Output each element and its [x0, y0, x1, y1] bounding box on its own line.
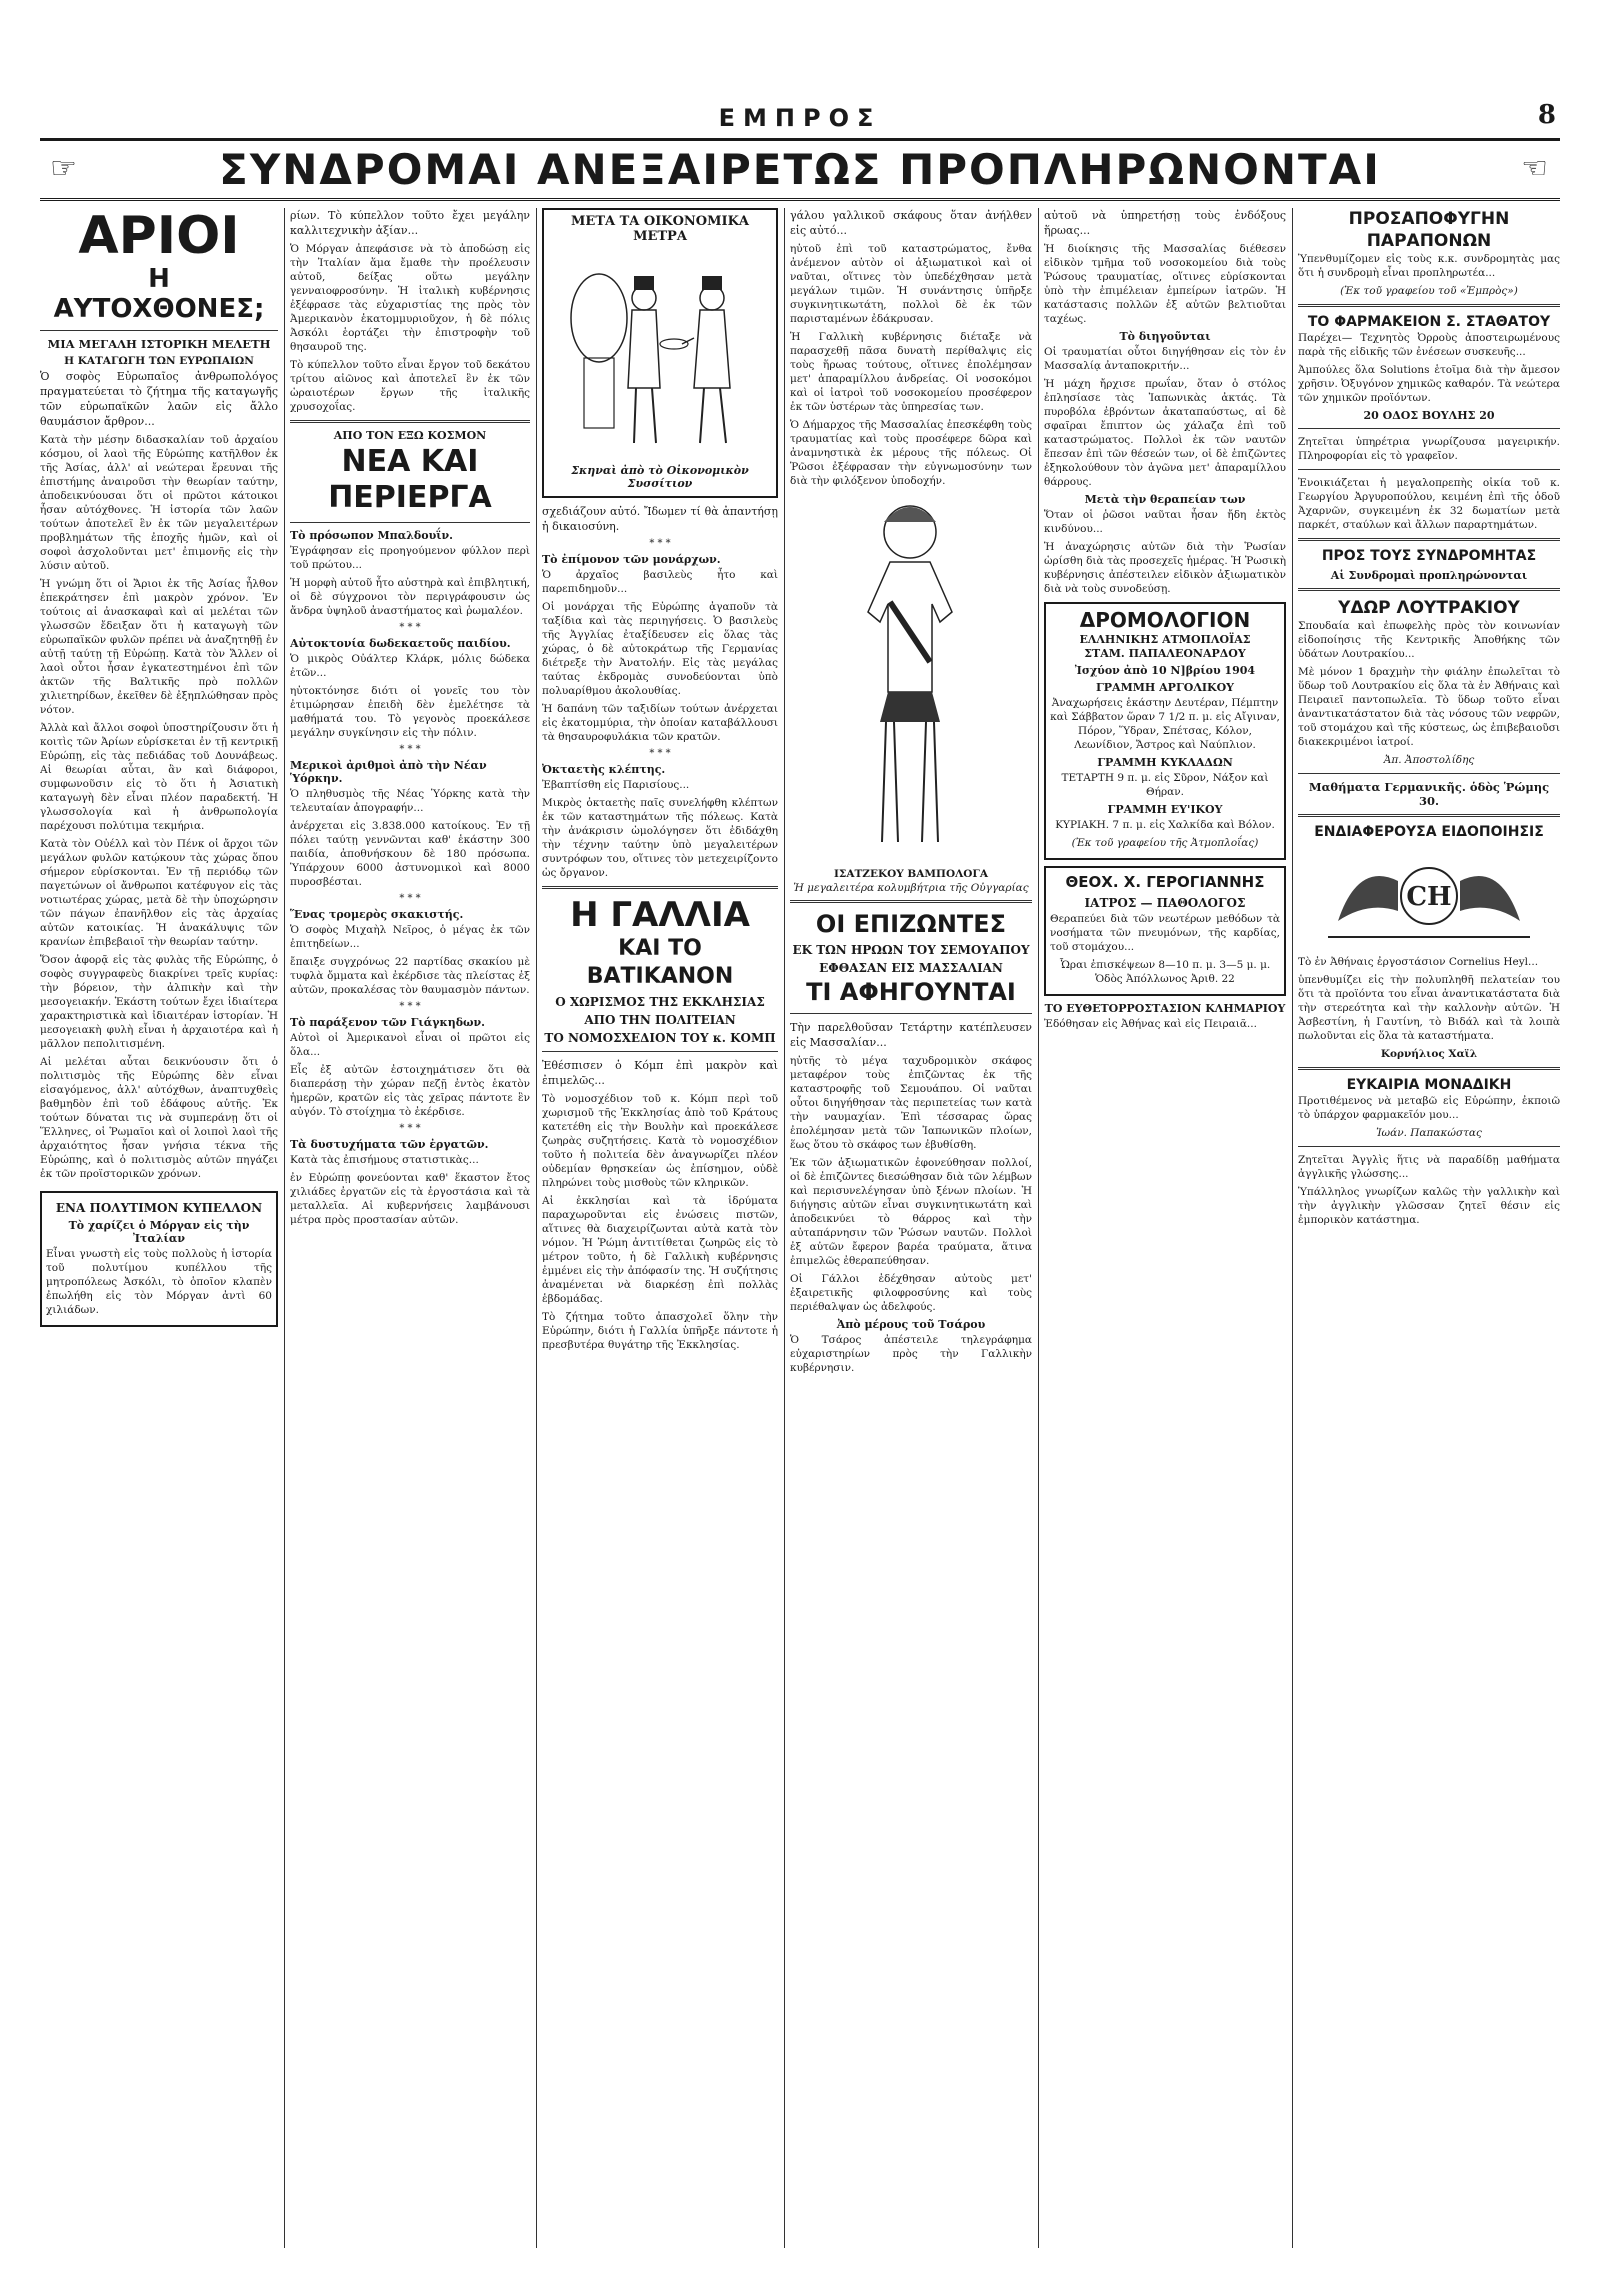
water-title: ΥΔΩΡ ΛΟΥΤΡΑΚΙΟΥ [1338, 598, 1520, 618]
doctor-title: ΙΑΤΡΟΣ — ΠΑΘΟΛΟΓΟΣ [1084, 896, 1246, 910]
article-filler: Ἀλλὰ καὶ ἄλλοι σοφοὶ ὑποστηρίζουσιν ὅτι ἡ κοιτὶς τῶν Ἀρίων εὑρίσκεται ἐν τῇ κεντρικῇ Εὐρώπῃ, εἰς τὰς πεδιάδας τοῦ Δουνάβεως. Αἱ θεωρίαι αὗται, ἂν καὶ διάφοροι, συμφωνοῦσιν εἰς τὸ ὅτι ἡ Ἀσιατικὴ καταγωγὴ δὲν εἶναι πλέον παραδεκτή. Ἡ γλωσσολογία καὶ ἡ ἀνθρωπολογία παρέχουσι πολύτιμα τεκμήρια. [40, 722, 278, 832]
article-filler: Αἱ ἐκκλησίαι καὶ τὰ ἱδρύματα παραχωροῦνται εἰς ἐνώσεις πιστῶν, αἵτινες θὰ διαχειρίζωνται αὐτὰ κατὰ τὸν νόμον. Ἡ Ῥώμη ἀντιτίθεται ζωηρῶς εἰς τὸ μέτρον τοῦτο, ἡ δὲ Γαλλικὴ κυβέρνησις ἐμμένει εἰς τὴν ἀπόφασίν της. Ἡ συζήτησις ἀναμένεται νὰ διαρκέσῃ ἐπὶ πολλὰς ἑβδομάδας. [542, 1195, 778, 1305]
doctor-body: Θεραπεύει διὰ τῶν νεωτέρων μεθόδων τὰ νοσήματα τῶν πνευμόνων, τῆς καρδίας, τοῦ στομάχου... [1050, 913, 1280, 953]
item-body: Ὁ σοφὸς Μιχαὴλ Νεῖρος, ὁ μέγας ἐκ τῶν ἐπιτηδείων... [290, 924, 530, 950]
column-rule [1292, 208, 1293, 2248]
subheading: Ο ΧΩΡΙΣΜΟΣ ΤΗΣ ΕΚΚΛΗΣΙΑΣ [555, 995, 765, 1009]
separator-stars: * * * [399, 744, 421, 755]
article-filler: Ζητεῖται ὑπηρέτρια γνωρίζουσα μαγειρικήν. Πληροφορίαι εἰς τὸ γραφεῖον. [1298, 436, 1560, 462]
separator-stars: * * * [649, 538, 671, 549]
article-filler: Τὸ νομοσχέδιον τοῦ κ. Κόμπ περὶ τοῦ χωρισμοῦ τῆς Ἐκκλησίας ἀπὸ τοῦ Κράτους κατετέθη εἰς τὴν Βουλὴν καὶ προεκάλεσε ζωηρὰς συζητήσεις. Κατὰ τὸ νομοσχέδιον τοῦτο ἡ πολιτεία δὲν ἀναγνωρίζει πλέον οὐδεμίαν θρησκείαν ὡς ἐπίσημον, οὐδὲ πληρώνει τοὺς μισθοὺς τῶν κληρικῶν. [542, 1093, 778, 1189]
route-body: ΤΕΤΑΡΤΗ 9 π. μ. εἰς Σῦρον, Νάξον καὶ Θήραν. [1061, 772, 1269, 798]
pointing-hand-icon: ☜ [1521, 151, 1550, 186]
pharmacy-body: Παρέχει— Τεχνητὸς Ὀρροὺς ἀποστειρωμένους παρὰ τῆς εἰδικῆς τῶν ἐνέσεων συσκευῆς... [1298, 332, 1560, 358]
subheading: Τὸ διηγοῦνται [1119, 330, 1211, 343]
opportunity-body: Προτιθέμενος νὰ μεταβῶ εἰς Εὐρώπην, ἐκποιῶ τὸ ὑπάρχον φαρμακεῖόν μου... [1298, 1095, 1560, 1121]
separator-stars: * * * [649, 748, 671, 759]
notice-body: Ὑπενθυμίζομεν εἰς τοὺς κ.κ. συνδρομητὰς μας ὅτι ἡ συνδρομὴ εἶναι προπληρωτέα... [1298, 253, 1560, 279]
article-filler: ηὐτοῦ ἐπὶ τοῦ καταστρώματος, ἔνθα ἀνέμενον αὐτὸν οἱ ἀξιωματικοὶ καὶ οἱ ναῦται, οἵτινες τὸν ὑπεδέχθησαν μετὰ μεγάλων τιμῶν. Ἡ συνάντησις ὑπῆρξε συγκινητικωτάτη, πολλοὶ δὲ ἐκ τῶν παρισταμένων ἐδάκρυσαν. [790, 243, 1032, 325]
column-1 [40, 208, 278, 2248]
ad-title: ΔΡΟΜΟΛΟΓΙΟΝ [1079, 608, 1251, 632]
subheading: ΕΦΘΑΣΑΝ ΕΙΣ ΜΑΣΣΑΛΙΑΝ [819, 961, 1003, 975]
footer-heading: Ἀπὸ μέρους τοῦ Τσάρου [836, 1318, 986, 1331]
article-filler: ἐν Εὐρώπῃ φονεύονται καθ' ἕκαστον ἔτος χιλιάδες ἐργατῶν εἰς τὰ ἐργοστάσια καὶ τὰ μεταλλεῖα. Αἱ κυβερνήσεις λαμβάνουσι μέτρα πρὸς προστασίαν αὐτῶν. [290, 1172, 530, 1226]
pointing-hand-icon: ☞ [50, 151, 79, 186]
item-title: Ἕνας τρομερὸς σκακιστής. [290, 908, 464, 921]
headline-survivors: ΟΙ ΕΠΙΖΩΝΤΕΣ [815, 910, 1007, 938]
opportunity-title: ΕΥΚΑΙΡΙΑ ΜΟΝΑΔΙΚΗ [1346, 1077, 1512, 1093]
divider [790, 900, 1032, 903]
article-filler: Ὑπάλληλος γνωρίζων καλῶς τὴν γαλλικὴν καὶ τὴν ἀγγλικὴν γλῶσσαν ζητεῖ θέσιν εἰς ἐμπορικὸν κατάστημα. [1298, 1186, 1560, 1226]
separator-stars: * * * [399, 622, 421, 633]
doctor-ad [1044, 866, 1286, 996]
headline-france: Η ΓΑΛΛΙΑ [570, 895, 750, 935]
article-filler: Οἱ μονάρχαι τῆς Εὐρώπης ἀγαποῦν τὰ ταξίδια καὶ τὰς περιηγήσεις. Ὁ βασιλεὺς τῆς Ἀγγλίας ἐταξίδευσεν εἰς ὅλας τὰς χώρας, ὁ δὲ αὐτοκράτωρ τῆς Γερμανίας διέτρεξε τὴν Ἀνατολήν. Εἰς τὰς μεγάλας ταύτας ἐκδρομὰς συνοδεύονται ὑπὸ πολυαρίθμου ἀκολουθίας. [542, 601, 778, 697]
portrait-caption: Ἡ μεγαλειτέρα κολυμβήτρια τῆς Οὐγγαρίας [793, 882, 1029, 894]
route-heading: ΓΡΑΜΜΗ ΚΥΚΛΑΔΩΝ [1097, 756, 1233, 769]
column-3 [542, 208, 778, 2248]
bottom-ad-body: Ἐδόθησαν εἰς Ἀθήνας καὶ εἰς Πειραιᾶ... [1044, 1018, 1257, 1030]
article-filler: Ἐκ τῶν ἀξιωματικῶν ἐφονεύθησαν πολλοί, οἱ δὲ ἐπιζῶντες διεσώθησαν διὰ τῶν λέμβων καὶ περισυνελέγησαν ὑπὸ ξένων πλοίων. Ἡ διήγησις αὐτῶν εἶναι συγκινητικωτάτη καὶ ἀποδεικνύει τὸ θάρρος καὶ τὴν αὐταπάρνησιν τῶν Ῥώσων ναυτῶν. Πολλοὶ ἐξ αὐτῶν ἔφερον βαρέα τραύματα, ἅτινα ἐπιμελῶς ἐθεραπεύθησαν. [790, 1157, 1032, 1267]
ad-subtitle: ΕΛΛΗΝΙΚΗΣ ΑΤΜΟΠΛΟΪΑΣ [1079, 633, 1251, 646]
article-filler: Ἡ Γαλλικὴ κυβέρνησις διέταξε νὰ παρασχεθῇ πᾶσα δυνατὴ περίθαλψις εἰς τοὺς ἥρωας τούτους, οἵτινες ἐπολέμησαν μετ' ἀπαραμίλλου ἀνδρείας. Οἱ νοσοκόμοι καὶ οἱ ἰατροὶ τοῦ νοσοκομείου προσέφερον ἐκ τῶν ὑστέρων τὰς ὑπηρεσίας των. [790, 331, 1032, 413]
article-filler: ὑπενθυμίζει εἰς τὴν πολυπληθῆ πελατείαν του ὅτι τὰ προϊόντα του εἶναι ἀναντικατάστατα διὰ τὴν στερεότητα καὶ τὴν καλλονὴν αὐτῶν. Ἡ Ἀσβεστίνη, ἡ Γαυτίνη, τὸ Βιδάλ καὶ τὰ λοιπὰ πωλοῦνται εἰς ὅλα τὰ καταστήματα. [1298, 974, 1560, 1042]
cartoon-title: ΜΕΤΑ ΤΑ ΟΙΚΟΝΟΜΙΚΑ ΜΕΤΡΑ [571, 214, 749, 244]
divider [790, 1013, 1032, 1014]
item-title: Αὐτοκτονία δωδεκαετοῦς παιδίου. [290, 637, 511, 650]
headline-avoid: ΠΡΟΣΑΠΟΦΥΓΗΝ [1348, 209, 1510, 229]
cartoon-illustration [544, 248, 772, 458]
divider [542, 1051, 778, 1052]
german-lessons: Μαθήματα Γερμανικῆς. ὁδὸς Ῥώμης 30. [1308, 780, 1550, 808]
article-filler: Ὅσον ἀφορᾷ εἰς τὰς φυλὰς τῆς Εὐρώπης, ὁ σοφὸς συγγραφεὺς διακρίνει τρεῖς κυρίας: τὴν βόρειον, τὴν ἀλπικὴν καὶ τὴν μεσογειακήν. Ἑκάστη τούτων ἔχει ἰδιαίτερα χαρακτηριστικὰ καὶ ἰδιαιτέραν ἱστορίαν. Ἡ μεσογειακὴ φυλὴ εἶναι ἡ ἀρχαιοτέρα καὶ ἡ μᾶλλον πεπολιτισμένη. [40, 954, 278, 1050]
masthead [40, 100, 1560, 140]
cup-article-box [40, 1191, 278, 1327]
notice-body: Τὸ ἐν Ἀθήναις ἐργοστάσιον Cornelius Heyl... [1298, 956, 1539, 968]
subheading: Μετὰ τὴν θεραπείαν των [1084, 493, 1246, 506]
headline-arioi: ΑΡΙΟΙ [78, 208, 240, 266]
divider [1298, 428, 1560, 429]
section-heading: Η ΚΑΤΑΓΩΓΗ ΤΩΝ ΕΥΡΩΠΑΙΩΝ [64, 355, 254, 367]
headline-autochthones: Η ΑΥΤΟΧΘΟΝΕΣ; [53, 264, 265, 324]
article-filler: Ἡ μορφὴ αὐτοῦ ἦτο αὐστηρὰ καὶ ἐπιβλητική, οἱ δὲ σύγχρονοι τὸν περιγράφουσιν ὡς ἄνδρα ὑψηλοῦ ἀναστήματος καὶ ῥωμαλέον. [290, 577, 530, 617]
route-heading: ΓΡΑΜΜΗ ΑΡΓΟΛΙΚΟΥ [1095, 681, 1235, 694]
separator-stars: * * * [399, 1001, 421, 1012]
article-filler: Ὁ Δήμαρχος τῆς Μασσαλίας ἐπεσκέφθη τοὺς τραυματίας καὶ τοὺς προσέφερε δῶρα καὶ ἀναμνηστικὰ ἐκ μέρους τῆς πόλεως. Οἱ Ῥῶσοι ἐξέφρασαν τὴν εὐγνωμοσύνην των διὰ τὴν φιλόξενον ὑποδοχήν. [790, 419, 1032, 487]
newspaper-page [40, 100, 1560, 2260]
article-filler: ηὐτοκτόνησε διότι οἱ γονεῖς του τὸν ἐτιμώρησαν ἐπειδὴ δὲν ἐμελέτησε τὰ μαθήματά του. Τὸ γεγονὸς προεκάλεσε μεγάλην συγκίνησιν εἰς τὴν πόλιν. [290, 685, 530, 739]
column-5 [1044, 208, 1286, 2248]
article-text: γάλου γαλλικοῦ σκάφους ὅταν ἀνήλθεν εἰς αὐτό... [790, 209, 1032, 237]
article-filler: Μὲ μόνον 1 δραχμὴν τὴν φιάλην ἐπωλεῖται τὸ ὕδωρ τοῦ Λουτρακίου εἰς ὅλα τὰ ἐν Ἀθήναις καὶ Πειραιεῖ παντοπωλεῖα. Τὸ ὕδωρ τοῦτο εἶναι ἀναντικατάστατον διὰ τὰς νόσους τῶν νεφρῶν, τοῦ στομάχου καὶ τῆς κύστεως, ὡς ἐπιβεβαιοῦσι διακεκριμένοι ἰατροί. [1298, 666, 1560, 748]
item-body: Ἐβαπτίσθη εἰς Παρισίους... [542, 779, 690, 791]
article-filler: Ἡ γνώμη ὅτι οἱ Ἄριοι ἐκ τῆς Ἀσίας ἦλθον ἐπεκράτησεν ἐπὶ μακρὸν χρόνον. Ἐν τούτοις αἱ ἀνασκαφαὶ καὶ αἱ μελέται τῶν γλωσσῶν ἔδειξαν ὅτι ἡ καταγωγὴ τῶν εὐρωπαϊκῶν φυλῶν πρέπει νὰ ἀναζητηθῇ ἐν αὐτῇ ταύτῃ τῇ Εὐρώπῃ. Κατὰ τὸν Ἄλλεν οἱ λαοὶ οὗτοι ἦσαν ἐγκατεστημένοι ἐπὶ τῶν ἀκτῶν τῆς Βαλτικῆς πρὸ πολλῶν χιλιετηρίδων, ἐκεῖθεν δὲ ἐξηπλώθησαν πρὸς νότον. [40, 578, 278, 716]
article-text: σχεδιάζουν αὐτό. Ἴδωμεν τί θὰ ἀπαντήσῃ ἡ δικαιοσύνη. [542, 505, 778, 533]
banner-rule [40, 198, 1560, 201]
article-filler: Ἡ δαπάνη τῶν ταξιδίων τούτων ἀνέρχεται εἰς ἑκατομμύρια, τὴν ὁποίαν καταβάλλουσι τὰ θησαυροφυλάκια τῶν κρατῶν. [542, 703, 778, 743]
water-sign: Ἀπ. Ἀποστολίδης [1383, 754, 1475, 766]
item-title: Τὸ πρόσωπον Μπαλδουΐν. [290, 529, 453, 542]
column-rule [784, 208, 785, 2248]
item-body: Αὐτοὶ οἱ Ἀμερικανοὶ εἶναι οἱ πρῶτοι εἰς ὅλα... [290, 1032, 530, 1058]
masthead-title: ΕΜΠΡΟΣ [718, 104, 882, 132]
article-filler: ἔπαιξε συγχρόνως 22 παρτίδας σκακίου μὲ τυφλὰ ὄμματα καὶ ἐκέρδισε τὰς πλείστας ἐξ αὐτῶν, προκαλέσας τὸν θαυμασμὸν πάντων. [290, 956, 530, 996]
column-4 [790, 208, 1032, 2248]
item-title: Τὰ δυστυχήματα τῶν ἐργατῶν. [290, 1138, 489, 1151]
article-filler: Κατὰ τὴν μέσην διδασκαλίαν τοῦ ἀρχαίου κόσμου, οἱ λαοὶ τῆς Εὐρώπης κατῆλθον ἐκ τῆς Ἀσίας, ἀλλ' αἱ νεώτεραι ἔρευναι τῆς ἐπιστήμης ἀναιροῦσι τὴν θεωρίαν ταύτην, ἀποδεικνύουσαι ὅτι οἱ πρῶτοι κάτοικοι ἦσαν αὐτόχθονες. Ἡ ἱστορία τῶν λαῶν τούτων ἀποτελεῖ ἓν ἐκ τῶν μεγαλειτέρων προβλημάτων τῆς ἐποχῆς ἡμῶν, καὶ οἱ σοφοὶ ἀσχολοῦνται μετ' ἐπιμονῆς εἰς τὴν λύσιν αὐτοῦ. [40, 434, 278, 572]
opportunity-sign: Ἰωάν. Παπακώστας [1376, 1127, 1482, 1139]
column-rule [1038, 208, 1039, 2248]
article-text: Ἐθέσπισεν ὁ Κόμπ ἐπὶ μακρὸν καὶ ἐπιμελῶς... [542, 1059, 778, 1087]
item-title: Τὸ παράξενον τῶν Γιάγκηδων. [290, 1016, 485, 1029]
route-body: ΚΥΡΙΑΚΗ. 7 π. μ. εἰς Χαλκίδα καὶ Βόλον. [1055, 819, 1275, 831]
article-text: Ὁ σοφὸς Εὐρωπαῖος ἀνθρωπολόγος πραγματεύεται τὸ ζήτημα τῆς καταγωγῆς τῶν εὐρωπαϊκῶν λαῶν εἰς ἄλλο θαυμάσιον ἄρθρον... [40, 370, 278, 428]
column-rule [536, 208, 537, 2248]
item-body: Ἐγράφησαν εἰς προηγούμενον φύλλον περὶ τοῦ πρώτου... [290, 545, 530, 571]
masthead-rule [40, 138, 1560, 141]
subscribers-title: ΠΡΟΣ ΤΟΥΣ ΣΥΝΔΡΟΜΗΤΑΣ [1321, 548, 1537, 564]
doctor-hours: Ὧραι ἐπισκέψεων 8—10 π. μ. 3—5 μ. μ. Ὁδὸς Ἀπόλλωνος Ἀριθ. 22 [1059, 959, 1271, 985]
article-filler: Κατὰ τὸν Οὐέλλ καὶ τὸν Πένκ οἱ ἄρχοι τῶν μεγάλων φυλῶν κατῴκουν τὰς χώρας ὅπου σήμερον εὑρίσκονται. Ἐν τῇ περιόδῳ τῶν παγετώνων οἱ ἄνθρωποι κατέφυγον εἰς τὰς νοτιωτέρας χώρας, μετὰ δὲ τὴν ὑποχώρησιν τῶν πάγων ἐπανῆλθον εἰς τὰς ἀρχαίας αὐτῶν κατοικίας. Ἡ ἀνακάλυψις τῶν κρανίων ἐπιβεβαιοῖ τὴν θεωρίαν ταύτην. [40, 838, 278, 948]
article-filler: Εἷς ἐξ αὐτῶν ἐστοιχημάτισεν ὅτι θὰ διαπεράσῃ τὴν χώραν πεζῇ ἐντὸς ἑκατὸν ἡμερῶν, κρατῶν εἰς τὰς χεῖρας πάντοτε ἓν αὐγόν. Τὸ στοίχημα τὸ ἐκέρδισε. [290, 1064, 530, 1118]
article-filler: Τὸ ζήτημα τοῦτο ἀπασχολεῖ ὅλην τὴν Εὐρώπην, διότι ἡ Γαλλία ὑπῆρξε πάντοτε ἡ πρεσβυτέρα θυγάτηρ τῆς Ἐκκλησίας. [542, 1311, 778, 1351]
notice-title: ΕΝΔΙΑΦΕΡΟΥΣΑ ΕΙΔΟΠΟΙΗΣΙΣ [1314, 824, 1544, 840]
article-filler: Ἐνοικιάζεται ἡ μεγαλοπρεπὴς οἰκία τοῦ κ. Γεωργίου Ἀργυροπούλου, κειμένη ἐπὶ τῆς ὁδοῦ Ἀχαρνῶν, συγκειμένη ἐκ 32 δωματίων μετὰ παρκέτ, σταύλων καὶ ἄλλων παραρτημάτων. [1298, 477, 1560, 531]
route-body: Ἀναχωρήσεις ἑκάστην Δευτέραν, Πέμπτην καὶ Σάββατον ὥραν 7 1/2 π. μ. εἰς Αἴγιναν, Πόρον, Ὕδραν, Σπέτσας, Κόλον, Λεωνίδιον, Ἄστρος καὶ Ναύπλιον. [1050, 697, 1280, 751]
subheading: ΑΠΟ ΤΗΝ ΠΟΛΙΤΕΙΑΝ [584, 1013, 736, 1027]
item-title: Ὀκταετὴς κλέπτης. [542, 763, 666, 776]
cartoon-caption: Σκηναὶ ἀπὸ τὸ Οἰκονομικὸν Συσσίτιον [571, 464, 749, 490]
bottom-ad-title: ΤΟ ΕΥΘΕΤΟΡΡΟΣΤΑΣΙΟΝ ΚΛΗΜΑΡΙΟΥ [1044, 1002, 1286, 1015]
column-rule [284, 208, 285, 2248]
water-body: Σπουδαία καὶ ἐπωφελὴς πρὸς τὸν κοινωνίαν εἰδοποίησις τῆς Κεντρικῆς Ἀποθήκης τῶν ὑδάτων Λουτρακίου... [1298, 620, 1560, 660]
divider [1298, 538, 1560, 541]
article-text: αὐτοῦ νὰ ὑπηρετήσῃ τοὺς ἐνδόξους ἥρωας... [1044, 209, 1286, 237]
item-body: Ὁ πληθυσμὸς τῆς Νέας Ὑόρκης κατὰ τὴν τελευταίαν ἀπογραφήν... [290, 788, 530, 814]
article-filler: Οἱ Γάλλοι ἐδέχθησαν αὐτοὺς μετ' ἐξαιρετικῆς φιλοφροσύνης καὶ τοὺς περιέθαλψαν ὡς ἀδελφούς. [790, 1273, 1032, 1313]
pharmacy-address: 20 ΟΔΟΣ ΒΟΥΛΗΣ 20 [1363, 409, 1495, 422]
item-body: Ὅταν οἱ ῥῶσοι ναῦται ἦσαν ἤδη ἐκτὸς κινδύνου... [1044, 509, 1286, 535]
divider [1298, 773, 1560, 774]
notice-source: (Ἐκ τοῦ γραφείου τοῦ «Ἐμπρὸς») [1340, 285, 1518, 297]
cartoon-box [542, 208, 778, 498]
column-2 [290, 208, 530, 2248]
item-body: Κατὰ τὰς ἐπισήμους στατιστικὰς... [290, 1154, 479, 1166]
item-body: Ὁ μικρὸς Οὐάλτερ Κλάρκ, μόλις δώδεκα ἐτῶν... [290, 653, 530, 679]
final-notice: Ζητεῖται Ἀγγλὶς ἥτις νὰ παραδίδῃ μαθήματα ἀγγλικῆς γλώσσης... [1298, 1154, 1560, 1180]
ad-date: Ἰσχύον ἀπὸ 10 Ν]βρίου 1904 [1074, 664, 1256, 677]
divider [542, 886, 778, 889]
subheading: ΤΟ ΝΟΜΟΣΧΕΔΙΟΝ ΤΟΥ κ. ΚΟΜΠ [544, 1031, 776, 1045]
banner-text: ΣΥΝΔΡΟΜΑΙ ΑΝΕΞΑΙΡΕΤΩΣ ΠΡΟΠΛΗΡΩΝΟΝΤΑΙ [219, 145, 1381, 194]
doctor-name: ΘΕΟΧ. Χ. ΓΕΡΟΓΙΑΝΝΗΣ [1065, 873, 1265, 891]
article-filler: ἀνέρχεται εἰς 3.838.000 κατοίκους. Ἐν τῇ πόλει ταύτῃ γεννῶνται καθ' ἑκάστην 300 παιδία, ἀποθνήσκουν δὲ 180 πρόσωπα. Ὑπάρχουν 6000 ἀστυνομικοὶ καὶ 8000 πυροσβέσται. [290, 820, 530, 888]
divider [1298, 814, 1560, 817]
divider [290, 522, 530, 523]
separator-stars: * * * [399, 1123, 421, 1134]
article-filler: Ὁ Τσάρος ἀπέστειλε τηλεγράφημα εὐχαριστηρίων πρὸς τὴν Γαλλικὴν κυβέρνησιν. [790, 1334, 1032, 1374]
item-body: Οἱ τραυματίαι οὗτοι διηγήθησαν εἰς τὸν ἐν Μασσαλίᾳ ἀνταποκριτήν... [1044, 346, 1286, 372]
page-number: 8 [1537, 100, 1556, 130]
column-6 [1298, 208, 1560, 2248]
ad-subtitle: ΣΤΑΜ. ΠΑΠΑΛΕΟΝΑΡΔΟΥ [1084, 647, 1246, 660]
headline-narrate: ΤΙ ΑΦΗΓΟΥΝΤΑΙ [806, 978, 1016, 1006]
notice-sign: Κορνήλιος Χαϊλ [1380, 1048, 1478, 1060]
article-filler: Ἡ μάχη ἤρχισε πρωΐαν, ὅταν ὁ στόλος ἐπλησίασε τὰς Ἰαπωνικὰς ἀκτάς. Τὰ πυροβόλα ἐβρόντων ἀκαταπαύστως, αἱ δὲ σφαῖραι ἔπιπτον ὡς χάλαζα ἐπὶ τοῦ καταστρώματος. Πολλοὶ ἐκ τῶν ναυτῶν ἔπεσαν ἐπὶ τῶν θέσεών των, οἱ δὲ ἐπιζῶντες ἐξηκολούθουν τὸν ἀγῶνα μετ' ἀπαραμίλλου θάρρους. [1044, 378, 1286, 488]
separator-stars: * * * [399, 893, 421, 904]
portrait-caption: ΙΣΑΤΖΕΚΟΥ ΒΑΜΠΟΛΟΓΑ [834, 868, 988, 880]
article-filler: Ἡ ἀναχώρησις αὐτῶν διὰ τὴν Ῥωσίαν ὡρίσθη διὰ τὰς προσεχεῖς ἡμέρας. Ἡ Ῥωσικὴ κυβέρνησις ἀπέστειλεν εἰδικὸν ἀξιωματικὸν διὰ νὰ τοὺς συνοδεύσῃ. [1044, 541, 1286, 595]
article-filler: Τὸ κύπελλον τοῦτο εἶναι ἔργον τοῦ δεκάτου τρίτου αἰῶνος καὶ ἀποτελεῖ ἓν ἐκ τῶν ὡραιοτέρων ἔργων τῆς ἰταλικῆς χρυσοχοΐας. [290, 359, 530, 413]
item-title: Μερικοὶ ἀριθμοὶ ἀπὸ τὴν Νέαν Ὑόρκην. [290, 759, 487, 785]
subheading: ΕΚ ΤΩΝ ΗΡΩΩΝ ΤΟΥ ΣΕΜΟΥΑΠΟΥ [792, 943, 1030, 957]
article-filler: Ἡ διοίκησις τῆς Μασσαλίας διέθεσεν εἰδικὸν τμῆμα τοῦ νοσοκομείου διὰ τοὺς Ῥώσους τραυματίας, οἵτινες εὑρίσκονται ὑπὸ τὴν ἐπιμέλειαν ἐμπείρων ἰατρῶν. Ἡ κατάστασις πολλῶν ἐξ αὐτῶν βελτιοῦται ταχέως. [1044, 243, 1286, 325]
section-heading: ΑΠΟ ΤΟΝ ΕΞΩ ΚΟΣΜΟΝ [333, 429, 487, 442]
shipping-timetable-ad [1044, 602, 1286, 860]
item-body: Ὁ ἀρχαῖος βασιλεὺς ἦτο καὶ παρεπιδημοῦν... [542, 569, 778, 595]
divider [1298, 1146, 1560, 1147]
kicker: ΜΙΑ ΜΕΓΑΛΗ ΙΣΤΟΡΙΚΗ ΜΕΛΕΤΗ [47, 337, 271, 351]
divider [1298, 588, 1560, 591]
route-heading: ΓΡΑΜΜΗ ΕΥ'ΙΚΟΥ [1107, 803, 1223, 816]
article-filler: Ἀμπούλες ὅλα Solutions ἑτοῖμα διὰ τὴν ἄμεσον χρῆσιν. Ὀξυγόνον χημικῶς καθαρόν. Τὰ νεώτερα τῶν χημικῶν προϊόντων. [1298, 364, 1560, 404]
ad-footer: (Ἐκ τοῦ γραφείου τῆς Ἀτμοπλοΐας) [1071, 837, 1259, 849]
box-subtitle: Τὸ χαρίζει ὁ Μόργαν εἰς τὴν Ἰταλίαν [68, 1219, 250, 1245]
headline-complaints: ΠΑΡΑΠΟΝΩΝ [1366, 231, 1492, 251]
article-filler: Εἶναι γνωστὴ εἰς τοὺς πολλοὺς ἡ ἱστορία τοῦ πολυτίμου κυπέλλου τῆς μητροπόλεως Ἀσκόλι, τὸ ὁποῖον κλαπὲν ἐπωλήθη εἰς τὸν Μόργαν ἀντὶ 60 χιλιάδων. [46, 1248, 272, 1316]
subscribers-line: Αἱ Συνδρομαὶ προπληρώνονται [1330, 569, 1528, 582]
article-filler: Ὁ Μόργαν ἀπεφάσισε νὰ τὸ ἀποδώσῃ εἰς τὴν Ἰταλίαν ἅμα ἔμαθε τὴν προέλευσιν αὐτοῦ, δείξας οὕτω μεγάλην γενναιοφροσύνην. Ἡ ἰταλικὴ κυβέρνησις ἐξέφρασε τὰς εὐχαριστίας της πρὸς τὸν Ἀμερικανὸν ἑκατομμυριοῦχον, ἡ δὲ πόλις Ἀσκόλι ἑορτάζει τὴν ἐπιστροφὴν τοῦ θησαυροῦ της. [290, 243, 530, 353]
divider [40, 330, 278, 331]
divider [1298, 469, 1560, 470]
headline-news: ΝΕΑ ΚΑΙ ΠΕΡΙΕΡΓΑ [328, 444, 492, 515]
item-title: Τὸ ἐπίμονον τῶν μονάρχων. [542, 553, 721, 566]
article-text: Τὴν παρελθοῦσαν Τετάρτην κατέπλευσεν εἰς Μασσαλίαν... [790, 1021, 1032, 1049]
divider [290, 420, 530, 423]
swimmer-portrait-illustration [790, 492, 1030, 862]
article-text: ρίων. Τὸ κύπελλον τοῦτο ἔχει μεγάλην καλλιτεχνικὴν ἀξίαν... [290, 209, 530, 237]
pharmacy-title: ΤΟ ΦΑΡΜΑΚΕΙΟΝ Σ. ΣΤΑΘΑΤΟΥ [1307, 314, 1551, 330]
divider [1298, 1067, 1560, 1070]
article-filler: ηὐτῆς τὸ μέγα ταχυδρομικὸν σκάφος μεταφέρον τοὺς ἐπιζῶντας ἐκ τῆς καταστροφῆς τοῦ Σεμουάπου. Οἱ ναῦται οὗτοι διηγήθησαν τὰς περιπετείας των κατὰ τὴν ναυμαχίαν. Ἐπὶ τέσσαρας ὥρας ἐπολέμησαν μετὰ τῶν Ἰαπωνικῶν πλοίων, ἕως ὅτου τὸ σκάφος των ἐβυθίσθη. [790, 1055, 1032, 1151]
griffin-emblem-icon [1298, 841, 1560, 951]
subscription-banner [40, 146, 1560, 194]
divider [1298, 304, 1560, 307]
article-filler: Μικρὸς ὀκταετὴς παῖς συνελήφθη κλέπτων ἐκ τῶν καταστημάτων τῆς πόλεως. Κατὰ τὴν ἀνάκρισιν ὡμολόγησεν ὅτι ἐδιδάχθη τὴν τέχνην ταύτην ὑπὸ μεγαλειτέρων συντρόφων του, οἵτινες τὸν μετεχειρίζοντο ὡς ὄργανον. [542, 797, 778, 879]
svg-text:CH: CH [1406, 882, 1452, 912]
box-title: ΕΝΑ ΠΟΛΥΤΙΜΟΝ ΚΥΠΕΛΛΟΝ [55, 1201, 263, 1215]
article-filler: Αἱ μελέται αὗται δεικνύουσιν ὅτι ὁ πολιτισμὸς τῆς Εὐρώπης δὲν εἶναι εἰσαγόμενος, ἀλλ' αὐτόχθων, ἀναπτυχθεὶς βαθμηδὸν ἐπὶ τοῦ ἐδάφους αὐτῆς. Ἐκ τούτων δύναται τις νὰ συμπεράνῃ ὅτι οἱ Ἕλληνες, οἱ Ῥωμαῖοι καὶ οἱ λοιποὶ λαοὶ τῆς ἀρχαιότητος ἦσαν γνήσια τέκνα τῆς Εὐρώπης, καὶ ὁ πολιτισμὸς αὐτῶν πηγάζει ἐκ τῶν προϊστορικῶν χρόνων. [40, 1056, 278, 1180]
headline-vatican: ΚΑΙ ΤΟ ΒΑΤΙΚΑΝΟΝ [586, 936, 734, 989]
